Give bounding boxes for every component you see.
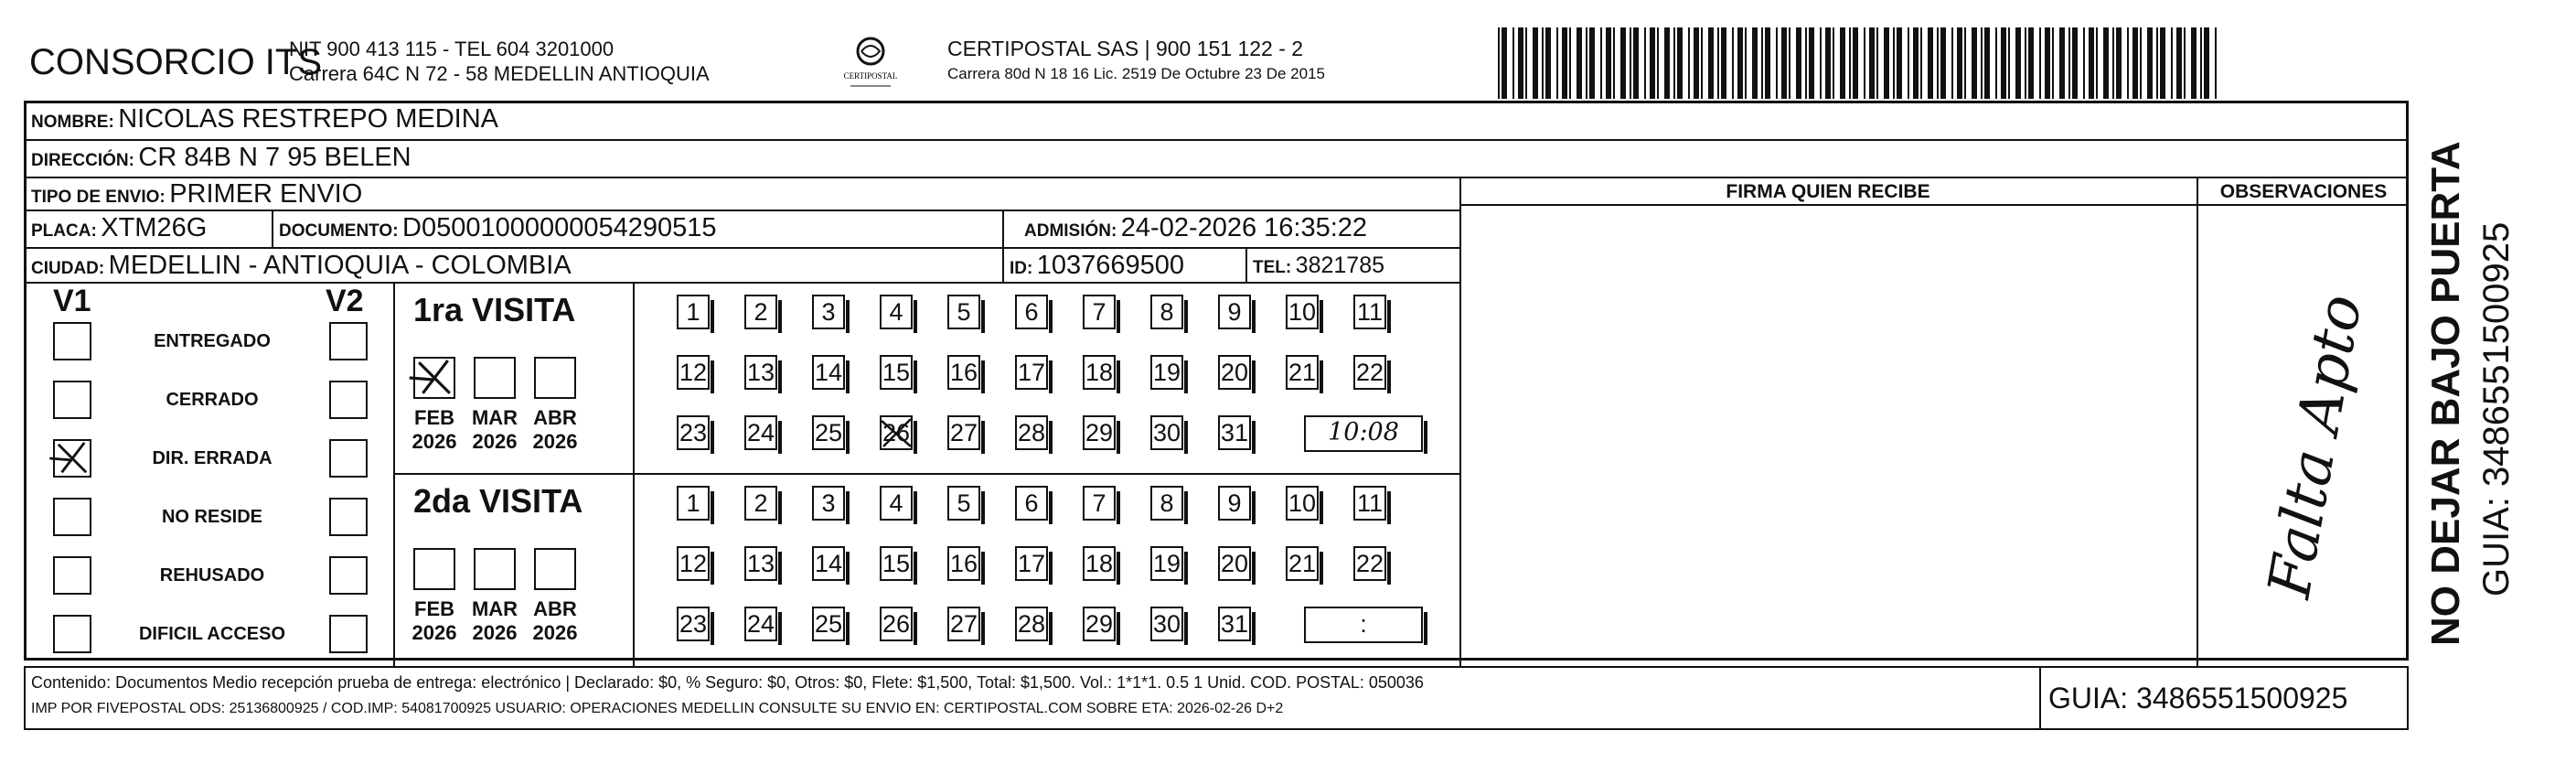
barcode-bar [2160, 27, 2165, 99]
day-box[interactable]: 8 [1150, 295, 1183, 329]
status-label: ENTREGADO [154, 331, 271, 351]
barcode-bar [1745, 27, 1747, 99]
barcode-bar [1673, 27, 1675, 99]
month-name: FEB [414, 406, 454, 429]
nombre-label: NOMBRE: [31, 113, 114, 132]
barcode-bar [1951, 27, 1953, 99]
month-checkbox[interactable] [413, 548, 455, 590]
day-box[interactable]: 12 [677, 355, 710, 390]
visit2-title: 2da VISITA [413, 482, 583, 520]
day-box[interactable]: 12 [677, 546, 710, 581]
status-label: REHUSADO [159, 565, 265, 586]
barcode-bar [2072, 27, 2078, 99]
barcode-bar [1586, 27, 1587, 99]
barcode-bar [1776, 27, 1778, 99]
barcode-bar [2200, 27, 2202, 99]
barcode-bar [1940, 27, 1946, 99]
direccion-value: CR 84B N 7 95 BELEN [138, 143, 412, 172]
barcode-bar [1752, 27, 1758, 99]
barcode-bar [2001, 27, 2006, 99]
certipostal-logo [839, 33, 902, 93]
admision-label: ADMISIÓN: [1024, 221, 1117, 241]
day-box[interactable]: 24 [744, 415, 777, 450]
barcode-bar [1502, 27, 1507, 99]
day-box[interactable]: 31 [1218, 607, 1251, 641]
day-box[interactable]: 29 [1083, 415, 1116, 450]
company-name: CONSORCIO ITS [29, 42, 323, 82]
barcode-bar [2025, 27, 2026, 99]
nombre-row [31, 104, 498, 134]
carrier-info [947, 37, 1325, 86]
month-year: 2026 [472, 430, 518, 453]
day-box[interactable]: 4 [880, 295, 913, 329]
barcode-bar [1840, 27, 1845, 99]
barcode-bar [1869, 27, 1875, 99]
status-label: DIR. ERRADA [152, 448, 273, 468]
day-box[interactable]: 6 [1015, 486, 1048, 521]
day-box[interactable]: 25 [812, 415, 845, 450]
day-box[interactable]: 2 [744, 295, 777, 329]
month-name: ABR [533, 406, 577, 429]
tipo-row [31, 179, 362, 210]
tipo-value: PRIMER ENVIO [169, 179, 363, 209]
barcode-bar [1644, 27, 1646, 99]
documento-value: D05001000000054290515 [402, 213, 717, 242]
placa-value: XTM26G [101, 213, 208, 242]
barcode-bar [1884, 27, 1889, 99]
day-box[interactable]: 17 [1015, 546, 1048, 581]
observaciones-header: OBSERVACIONES [2219, 181, 2388, 202]
status-v2-checkbox[interactable] [329, 615, 368, 653]
day-box[interactable]: 23 [677, 607, 710, 641]
ciudad-label: CIUDAD: [31, 259, 105, 278]
time-field[interactable]: : [1304, 607, 1423, 643]
observaciones-area [2198, 207, 2407, 664]
month-year: 2026 [532, 621, 578, 644]
day-box[interactable]: 22 [1353, 355, 1386, 390]
barcode-bar [1657, 27, 1659, 99]
tel-value: 3821785 [1295, 253, 1384, 278]
day-box[interactable]: 6 [1015, 295, 1048, 329]
barcode-bar [1937, 27, 1939, 99]
status-v2-checkbox[interactable] [329, 556, 368, 595]
v1-header: V1 [53, 284, 91, 318]
month-checkbox[interactable] [413, 357, 455, 399]
barcode-bar [1920, 27, 1922, 99]
barcode-bar [1796, 27, 1801, 99]
day-box[interactable]: 31 [1218, 415, 1251, 450]
barcode-bar [2156, 27, 2158, 99]
barcode-bar [1853, 27, 1858, 99]
barcode-bar [1732, 27, 1734, 99]
signature-area[interactable] [1463, 207, 2195, 664]
status-v1-checkbox[interactable] [53, 439, 91, 478]
company-contact [289, 37, 710, 86]
status-label: NO RESIDE [161, 507, 263, 527]
month-checkbox[interactable] [474, 357, 516, 399]
side-guia-text: GUIA: 3486551500925 [2476, 221, 2517, 596]
barcode-bar [2008, 27, 2010, 99]
month-label [467, 406, 522, 454]
day-box[interactable]: 15 [880, 355, 913, 390]
status-v1-checkbox[interactable] [53, 381, 91, 419]
ciudad-cell [31, 251, 572, 281]
status-label: CERRADO [166, 390, 259, 410]
footer-line1: Contenido: Documentos Medio recepción prueba de entrega: electrónico | Declarado: $0, % Seguro: $0, Otros: $0, Flete: $1,500, Total: $1,500. Vol.: 1*1*1. 0.5 1 Unid. COD. POSTAL: 050036 [31, 673, 1424, 692]
barcode-bar [1761, 27, 1763, 99]
day-box[interactable]: 22 [1353, 546, 1386, 581]
barcode-bar [2204, 27, 2209, 99]
company-address: Carrera 64C N 72 - 58 MEDELLIN ANTIOQUIA [289, 62, 710, 85]
status-v1-checkbox[interactable] [53, 615, 91, 653]
status-v2-checkbox[interactable] [329, 322, 368, 360]
month-year: 2026 [412, 430, 457, 453]
barcode-bar [1849, 27, 1851, 99]
barcode-bar [2191, 27, 2197, 99]
status-v2-checkbox[interactable] [329, 498, 368, 536]
barcode-bar [1518, 27, 1523, 99]
barcode-bar [1545, 27, 1551, 99]
barcode-bar [2184, 27, 2186, 99]
status-v1-checkbox[interactable] [53, 322, 91, 360]
barcode-bar [1737, 27, 1743, 99]
carrier-name: CERTIPOSTAL SAS | 900 151 122 - 2 [947, 37, 1304, 60]
handwritten-text: Falta Apto [2255, 289, 2376, 603]
barcode-bar [1984, 27, 1990, 99]
day-box[interactable]: 7 [1083, 486, 1116, 521]
documento-label: DOCUMENTO: [279, 221, 399, 241]
day-box[interactable]: 9 [1218, 295, 1251, 329]
barcode-bar [2089, 27, 2094, 99]
barcode-bar [2215, 27, 2217, 99]
status-v2-checkbox[interactable] [329, 381, 368, 419]
day-box[interactable]: 17 [1015, 355, 1048, 390]
barcode-bar [2096, 27, 2098, 99]
barcode-bar [2068, 27, 2070, 99]
barcode-bar [2045, 27, 2050, 99]
status-v1-checkbox[interactable] [53, 556, 91, 595]
barcode-bar [1562, 27, 1567, 99]
barcode-bar [1512, 27, 1514, 99]
day-box[interactable]: 13 [744, 546, 777, 581]
day-box[interactable]: 30 [1150, 607, 1183, 641]
barcode-bar [1717, 27, 1719, 99]
day-box[interactable]: 28 [1015, 607, 1048, 641]
barcode-bar [2059, 27, 2065, 99]
id-cell [1010, 251, 1184, 281]
status-v1-checkbox[interactable] [53, 498, 91, 536]
barcode-bar [1694, 27, 1699, 99]
barcode-bar [1708, 27, 1714, 99]
barcode-bar [1805, 27, 1807, 99]
logo-text: CERTIPOSTAL [843, 71, 898, 81]
day-box[interactable]: 3 [812, 486, 845, 521]
month-checkbox[interactable] [474, 548, 516, 590]
barcode-bar [1876, 27, 1878, 99]
barcode-bar [2127, 27, 2129, 99]
barcode-bar [2015, 27, 2021, 99]
barcode-bar [1542, 27, 1544, 99]
nombre-value: NICOLAS RESTREPO MEDINA [118, 104, 498, 134]
month-year: 2026 [532, 430, 578, 453]
month-name: ABR [533, 597, 577, 620]
barcode-bar [1820, 27, 1822, 99]
month-label [528, 406, 583, 454]
month-label [407, 597, 462, 645]
day-box[interactable]: 24 [744, 607, 777, 641]
barcode-bar [1589, 27, 1595, 99]
day-box[interactable]: 11 [1353, 486, 1386, 521]
barcode-bar [1781, 27, 1787, 99]
barcode-bar [1606, 27, 1611, 99]
day-box[interactable]: 19 [1150, 355, 1183, 390]
barcode-bar [2103, 27, 2109, 99]
day-box[interactable]: 28 [1015, 415, 1048, 450]
day-box[interactable]: 9 [1218, 486, 1251, 521]
barcode-bar [1721, 27, 1726, 99]
barcode-bar [2176, 27, 2182, 99]
direccion-row [31, 143, 412, 173]
month-label [528, 597, 583, 645]
month-label [467, 597, 522, 645]
carrier-license: Carrera 80d N 18 16 Lic. 2519 De Octubre 23 De 2015 [947, 65, 1325, 82]
day-box[interactable]: 18 [1083, 355, 1116, 390]
barcode-bar [1620, 27, 1626, 99]
day-box[interactable]: 30 [1150, 415, 1183, 450]
day-box[interactable]: 4 [880, 486, 913, 521]
barcode-bar [1995, 27, 1997, 99]
day-box[interactable]: 1 [677, 295, 710, 329]
id-value: 1037669500 [1036, 251, 1185, 280]
barcode-bar [2132, 27, 2138, 99]
barcode-bar [1833, 27, 1834, 99]
barcode-bar [1972, 27, 1977, 99]
barcode-bar [1789, 27, 1790, 99]
month-name: MAR [471, 597, 518, 620]
documento-cell [279, 213, 717, 243]
tracking-barcode [1498, 27, 2220, 99]
admision-value: 24-02-2026 16:35:22 [1120, 213, 1368, 242]
barcode-bar [1809, 27, 1814, 99]
id-label: ID: [1010, 259, 1033, 278]
barcode-bar [1556, 27, 1558, 99]
day-box[interactable]: 16 [947, 355, 980, 390]
barcode-bar [1664, 27, 1670, 99]
day-box[interactable]: 7 [1083, 295, 1116, 329]
barcode-bar [1913, 27, 1919, 99]
time-field[interactable]: 10:08 [1304, 415, 1423, 452]
barcode-bar [1630, 27, 1631, 99]
barcode-bar [1688, 27, 1690, 99]
barcode-bar [1957, 27, 1962, 99]
day-box[interactable]: 2 [744, 486, 777, 521]
v2-header: V2 [326, 284, 364, 318]
day-box[interactable]: 8 [1150, 486, 1183, 521]
barcode-bar [1577, 27, 1582, 99]
day-box[interactable]: 10 [1286, 486, 1319, 521]
day-box[interactable]: 26 [880, 607, 913, 641]
day-box[interactable]: 23 [677, 415, 710, 450]
firma-header: FIRMA QUIEN RECIBE [1726, 181, 1930, 202]
day-box[interactable]: 1 [677, 486, 710, 521]
company-nit: NIT 900 413 115 - TEL 604 3201000 [289, 38, 615, 60]
barcode-bar [1897, 27, 1902, 99]
barcode-bar [1498, 27, 1500, 99]
day-box[interactable]: 11 [1353, 295, 1386, 329]
month-name: FEB [414, 597, 454, 620]
day-box[interactable]: 29 [1083, 607, 1116, 641]
month-label [407, 406, 462, 454]
admision-cell [1024, 213, 1367, 243]
barcode-bar [1600, 27, 1602, 99]
day-box[interactable]: 18 [1083, 546, 1116, 581]
day-box[interactable]: 5 [947, 295, 980, 329]
month-year: 2026 [412, 621, 457, 644]
month-name: MAR [471, 406, 518, 429]
placa-label: PLACA: [31, 221, 97, 241]
tel-cell [1253, 253, 1384, 279]
day-box[interactable]: 5 [947, 486, 980, 521]
handwritten-observation [2198, 207, 2407, 664]
day-box[interactable]: 27 [947, 607, 980, 641]
day-box[interactable]: 14 [812, 546, 845, 581]
tipo-label: TIPO DE ENVIO: [31, 188, 166, 207]
barcode-bar [2116, 27, 2122, 99]
day-box[interactable]: 19 [1150, 546, 1183, 581]
day-box[interactable]: 21 [1286, 546, 1319, 581]
barcode-bar [2083, 27, 2085, 99]
month-year: 2026 [472, 621, 518, 644]
barcode-bar [2171, 27, 2173, 99]
barcode-bar [2052, 27, 2054, 99]
day-box[interactable]: 16 [947, 546, 980, 581]
barcode-bar [2112, 27, 2114, 99]
status-label: DIFICIL ACCESO [138, 624, 285, 644]
month-checkbox[interactable] [534, 357, 576, 399]
barcode-bar [1677, 27, 1683, 99]
barcode-bar [1650, 27, 1655, 99]
barcode-bar [1908, 27, 1909, 99]
barcode-bar [1525, 27, 1527, 99]
footer-line2: IMP POR FIVEPOSTAL ODS: 25136800925 / COD.IMP: 54081700925 USUARIO: OPERACIONES MEDELLIN CONSULTE SU ENVIO EN: CERTIPOSTAL.COM SOBRE ETA: 2026-02-26 D+2 [31, 701, 1284, 716]
barcode-bar [1569, 27, 1571, 99]
month-checkbox[interactable] [534, 548, 576, 590]
barcode-bar [1864, 27, 1865, 99]
barcode-bar [1964, 27, 1966, 99]
barcode-bar [2039, 27, 2041, 99]
barcode-bar [1825, 27, 1831, 99]
day-box[interactable]: 10 [1286, 295, 1319, 329]
barcode-bar [2028, 27, 2034, 99]
barcode-bar [1893, 27, 1895, 99]
day-box[interactable]: 14 [812, 355, 845, 390]
tel-label: TEL: [1253, 258, 1292, 277]
day-box[interactable]: 20 [1218, 355, 1251, 390]
day-cross-mark [880, 415, 913, 450]
barcode-bar [1701, 27, 1703, 99]
day-box[interactable]: 27 [947, 415, 980, 450]
barcode-bar [1981, 27, 1983, 99]
barcode-bar [1928, 27, 1933, 99]
barcode-bar [1765, 27, 1770, 99]
barcode-bar [1613, 27, 1615, 99]
barcode-bar [2140, 27, 2142, 99]
footer-guia: GUIA: 3486551500925 [2048, 682, 2348, 715]
barcode-bar [1533, 27, 1538, 99]
day-box[interactable]: 15 [880, 546, 913, 581]
status-v2-checkbox[interactable] [329, 439, 368, 478]
day-box[interactable]: 3 [812, 295, 845, 329]
barcode-bar [1633, 27, 1639, 99]
no-dejar-text: NO DEJAR BAJO PUERTA [2423, 141, 2468, 646]
day-box[interactable]: 20 [1218, 546, 1251, 581]
ciudad-value: MEDELLIN - ANTIOQUIA - COLOMBIA [108, 251, 572, 280]
direccion-label: DIRECCIÓN: [31, 151, 134, 170]
day-box[interactable]: 13 [744, 355, 777, 390]
day-box[interactable]: 26 [880, 415, 913, 450]
day-box[interactable]: 25 [812, 607, 845, 641]
barcode-bar [2147, 27, 2153, 99]
day-box[interactable]: 21 [1286, 355, 1319, 390]
visit1-title: 1ra VISITA [413, 291, 576, 328]
placa-cell [31, 213, 207, 243]
